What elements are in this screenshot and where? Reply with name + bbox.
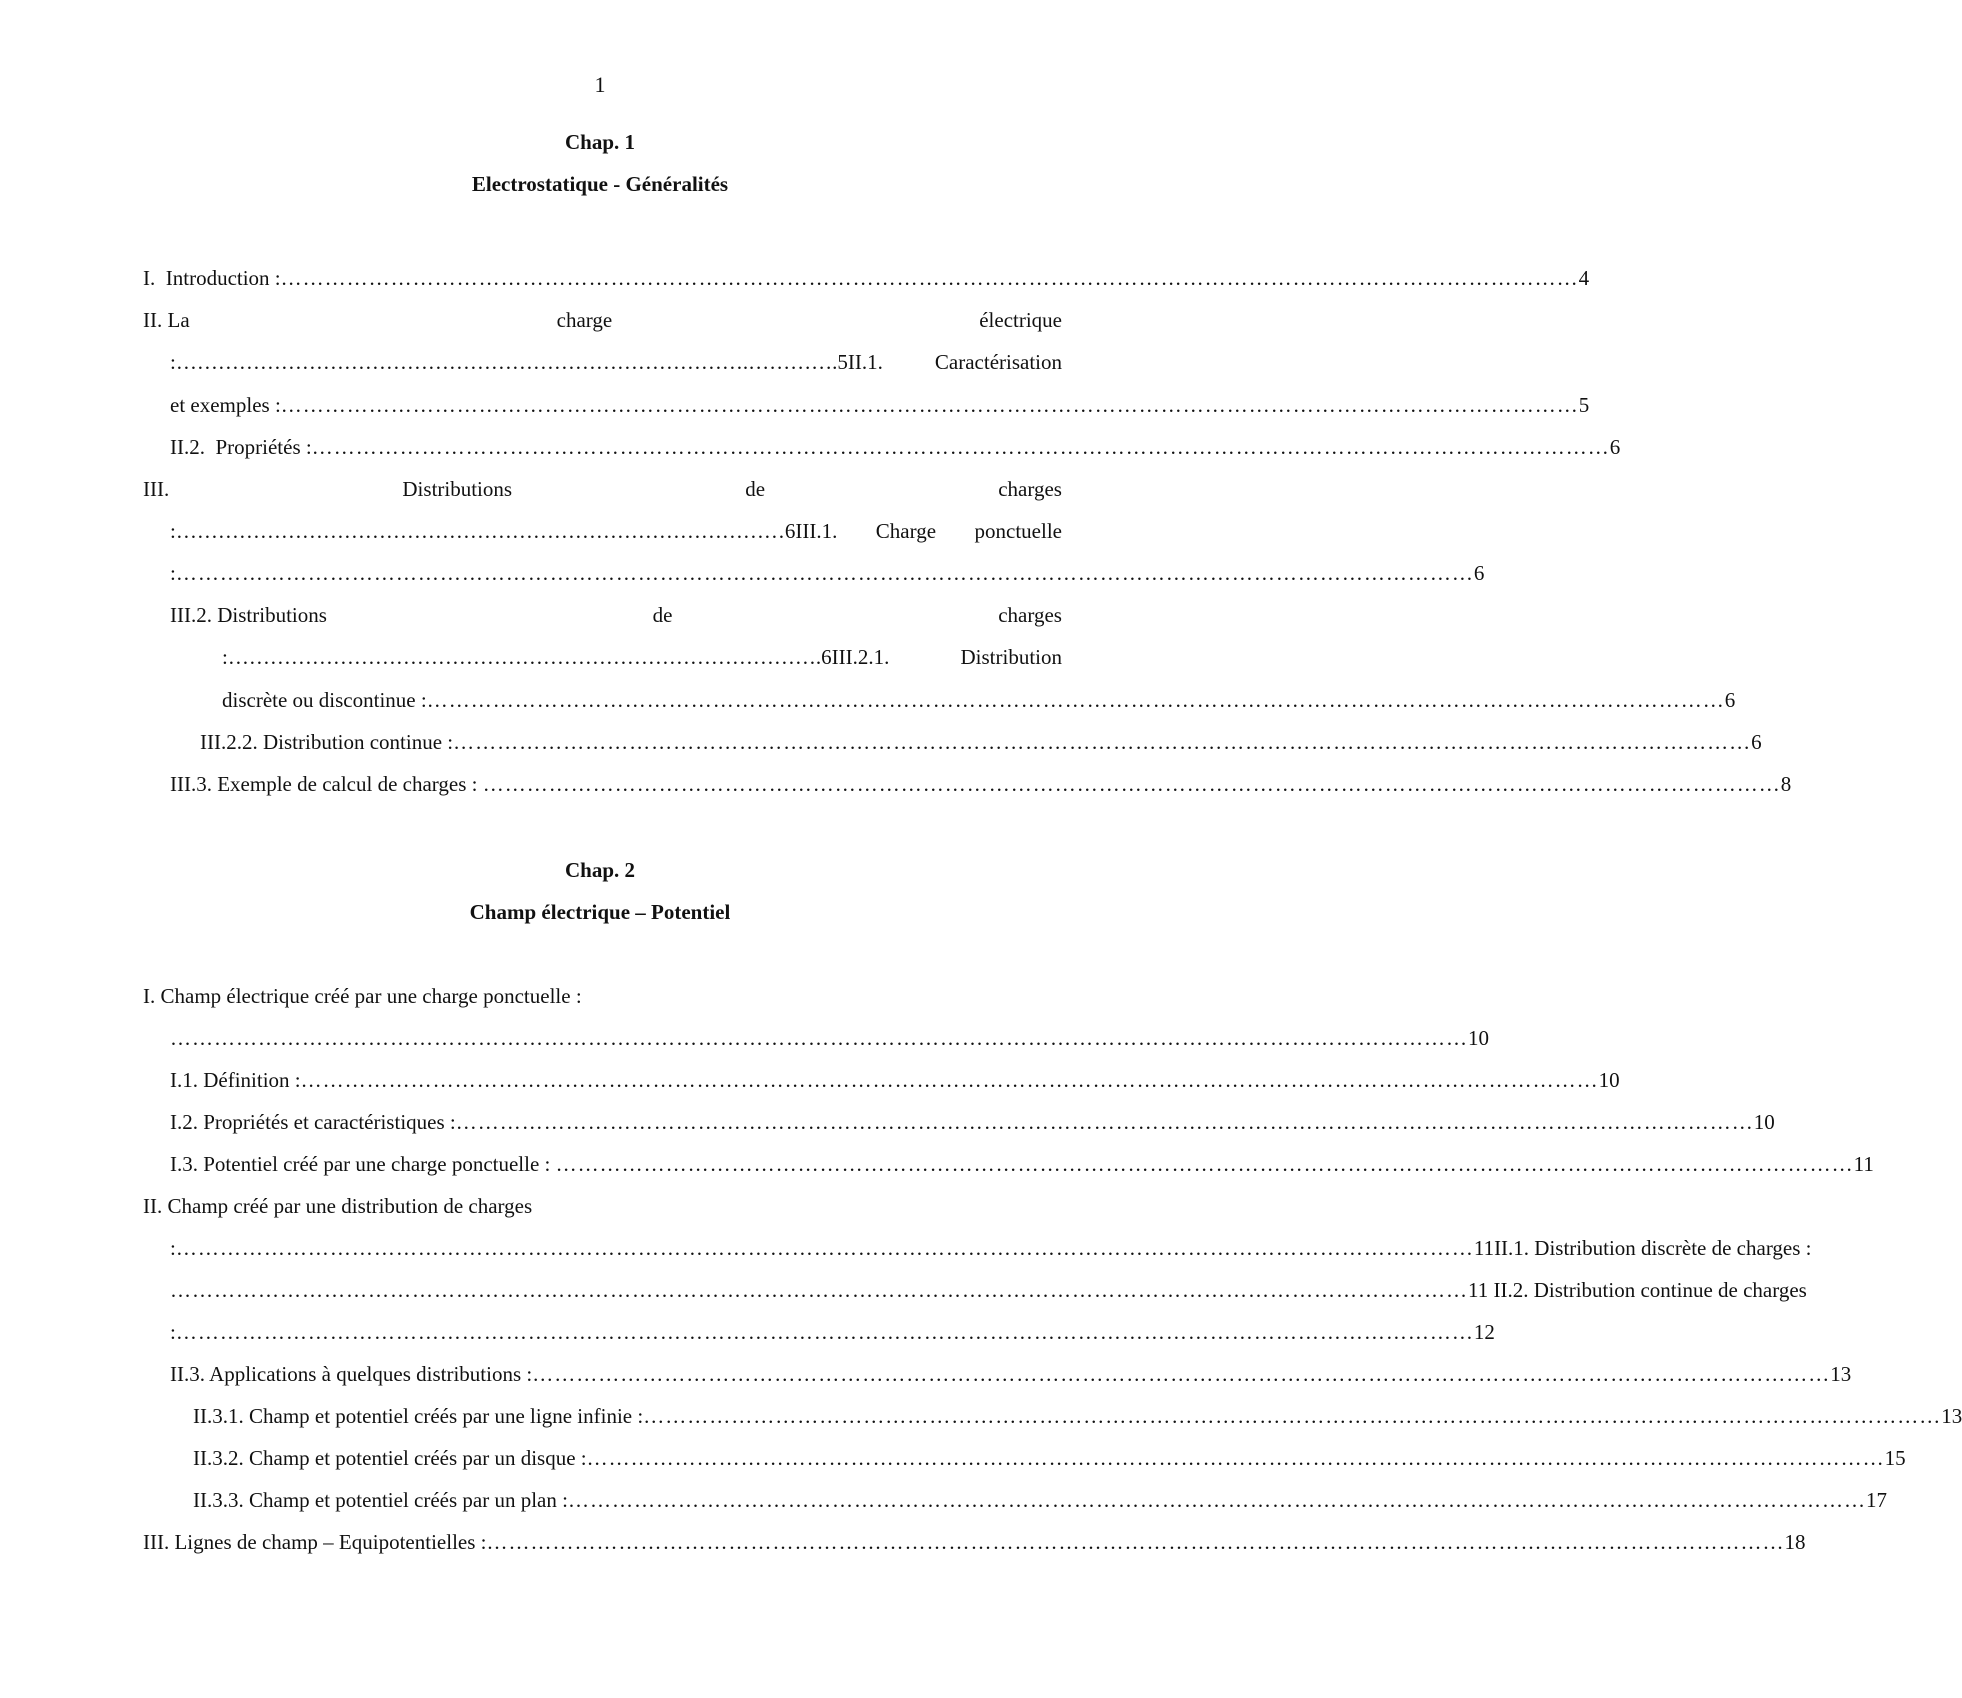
toc-dots: …………………………………………………………………………………………………………………………………………………………… xyxy=(175,561,1474,585)
toc-dots: …………………………………………………………………………………………………………………………………………………………… xyxy=(453,730,1752,754)
toc-word: de xyxy=(652,603,673,627)
toc-entry-label: et exemples : xyxy=(170,393,281,417)
toc-dots: …………………………………………………………………………………………………………………………………………………………… xyxy=(311,435,1610,459)
toc-dots: …………………………………………………………………………………………………………………………………………………………… xyxy=(280,393,1579,417)
chapter-1-label: Chap. 1 xyxy=(564,130,636,154)
toc-entry-page: 11 xyxy=(1853,1152,1874,1176)
toc-word: II. La xyxy=(143,308,190,332)
toc-dots: …………………………………………………………………………………………………………………………………………………………… xyxy=(482,772,1781,796)
toc-word: Caractérisation xyxy=(934,350,1062,374)
toc-entry[interactable] xyxy=(170,435,1621,459)
toc-entry[interactable] xyxy=(143,266,1590,290)
toc-word: de xyxy=(745,477,766,501)
toc-word: :………………………………………………………………………….6III.2.1. xyxy=(222,645,890,669)
toc-entry[interactable] xyxy=(143,477,1062,501)
toc-entry[interactable] xyxy=(222,688,1736,712)
chapter-2-subtitle: Champ électrique – Potentiel xyxy=(469,900,731,924)
toc-entry-page: 6 xyxy=(1473,561,1485,585)
toc-entry-page: 4 xyxy=(1578,266,1590,290)
toc-entry-page: 12 xyxy=(1473,1320,1495,1344)
toc-entry[interactable] xyxy=(170,603,1062,627)
toc-entry-label: II.2. Propriétés : xyxy=(170,435,312,459)
toc-entry-label: I. Introduction : xyxy=(143,266,281,290)
toc-entry[interactable] xyxy=(170,1236,1812,1260)
toc-entry-page: 15 xyxy=(1884,1446,1906,1470)
toc-entry[interactable] xyxy=(170,1068,1620,1092)
toc-entry-label: III.3. Exemple de calcul de charges : xyxy=(170,772,483,796)
toc-entry-label: II.3.3. Champ et potentiel créés par un plan : xyxy=(193,1488,568,1512)
toc-entry-page: 11 II.2. Distribution continue de charges xyxy=(1468,1278,1807,1302)
toc-entry-label: : xyxy=(170,1236,176,1260)
toc-dots: …………………………………………………………………………………………………………………………………………………………… xyxy=(532,1362,1831,1386)
toc-dots: …………………………………………………………………………………………………………………………………………………………… xyxy=(170,1278,1468,1302)
toc-entry[interactable] xyxy=(170,561,1485,585)
toc-dots: …………………………………………………………………………………………………………………………………………………………… xyxy=(300,1068,1599,1092)
toc-entry-label: : xyxy=(170,1320,176,1344)
toc-dots: …………………………………………………………………………………………………………………………………………………………… xyxy=(486,1530,1785,1554)
toc-entry[interactable] xyxy=(170,350,1062,374)
toc-entry-page: 10 xyxy=(1753,1110,1775,1134)
toc-entry[interactable] xyxy=(222,645,1062,669)
toc-entry-page: 8 xyxy=(1780,772,1792,796)
toc-dots: …………………………………………………………………………………………………………………………………………………………… xyxy=(555,1152,1854,1176)
toc-entry-page: 6 xyxy=(1724,688,1736,712)
toc-entry[interactable] xyxy=(170,393,1590,417)
toc-entry-page: 13 xyxy=(1830,1362,1852,1386)
toc-dots: …………………………………………………………………………………………………………………………………………………………… xyxy=(170,1026,1468,1050)
toc-dots: …………………………………………………………………………………………………………………………………………………………… xyxy=(426,688,1725,712)
toc-dots: …………………………………………………………………………………………………………………………………………………………… xyxy=(567,1488,1866,1512)
toc-entry-page: 5 xyxy=(1578,393,1590,417)
toc-entry-label: I.2. Propriétés et caractéristiques : xyxy=(170,1110,456,1134)
toc-entry[interactable] xyxy=(170,519,1062,543)
toc-word: Charge xyxy=(875,519,937,543)
page-number: 1 xyxy=(594,72,606,97)
toc-dots: …………………………………………………………………………………………………………………………………………………………… xyxy=(175,1236,1474,1260)
toc-entry-page: 13 xyxy=(1941,1404,1962,1428)
toc-word: charges xyxy=(998,603,1062,627)
toc-entry[interactable] xyxy=(170,1278,1807,1302)
toc-entry-label: III.2.2. Distribution continue : xyxy=(200,730,454,754)
toc-entry-page: 18 xyxy=(1784,1530,1806,1554)
toc-entry[interactable] xyxy=(143,308,1062,332)
toc-entry-page: 10 xyxy=(1598,1068,1620,1092)
toc-dots: …………………………………………………………………………………………………………………………………………………………… xyxy=(643,1404,1942,1428)
toc-word: III. xyxy=(143,477,170,501)
toc-word: :……………………………………………………………………….………….5II.1. xyxy=(170,350,883,374)
toc-entry-page: 10 xyxy=(1468,1026,1489,1050)
toc-entry-label: II.3. Applications à quelques distributions : xyxy=(170,1362,533,1386)
toc-entry[interactable] xyxy=(170,1026,1489,1050)
toc-entry-label: II.3.2. Champ et potentiel créés par un disque : xyxy=(193,1446,587,1470)
chapter-2-label: Chap. 2 xyxy=(564,858,636,882)
toc-word: électrique xyxy=(979,308,1062,332)
toc-entry[interactable] xyxy=(170,1152,1874,1176)
toc-entry[interactable] xyxy=(143,1530,1806,1554)
toc-entry-page: 17 xyxy=(1865,1488,1887,1512)
toc-entry-label: discrète ou discontinue : xyxy=(222,688,427,712)
toc-entry[interactable] xyxy=(193,1404,1962,1428)
toc-word: charge xyxy=(556,308,613,332)
toc-entry[interactable] xyxy=(193,1446,1906,1470)
toc-entry[interactable]: II. Champ créé par une distribution de charges xyxy=(143,1194,533,1218)
toc-dots: …………………………………………………………………………………………………………………………………………………………… xyxy=(586,1446,1885,1470)
toc-entry-label: I.1. Définition : xyxy=(170,1068,301,1092)
toc-entry[interactable]: I. Champ électrique créé par une charge ponctuelle : xyxy=(143,984,582,1008)
toc-entry[interactable] xyxy=(200,730,1762,754)
toc-entry-label: II.3.1. Champ et potentiel créés par une ligne infinie : xyxy=(193,1404,644,1428)
toc-entry-page: 6 xyxy=(1751,730,1762,754)
toc-dots: …………………………………………………………………………………………………………………………………………………………… xyxy=(455,1110,1754,1134)
toc-word: Distribution xyxy=(960,645,1062,669)
toc-word: ponctuelle xyxy=(974,519,1062,543)
toc-entry-label: : xyxy=(170,561,176,585)
toc-word: Distributions xyxy=(402,477,513,501)
toc-entry-page: 6 xyxy=(1609,435,1621,459)
chapter-1-subtitle: Electrostatique - Généralités xyxy=(471,172,729,196)
toc-dots: …………………………………………………………………………………………………………………………………………………………… xyxy=(280,266,1579,290)
toc-entry[interactable] xyxy=(170,1320,1495,1344)
toc-entry-label: III. Lignes de champ – Equipotentielles : xyxy=(143,1530,487,1554)
toc-word: :……………………………………………………………………………6III.1. xyxy=(170,519,838,543)
toc-entry-page: 11II.1. Distribution discrète de charges : xyxy=(1473,1236,1812,1260)
toc-entry[interactable] xyxy=(193,1488,1887,1512)
toc-entry-label: I.3. Potentiel créé par une charge ponctuelle : xyxy=(170,1152,556,1176)
toc-entry[interactable] xyxy=(170,1362,1852,1386)
toc-dots: …………………………………………………………………………………………………………………………………………………………… xyxy=(175,1320,1474,1344)
toc-word: charges xyxy=(998,477,1062,501)
toc-entry[interactable] xyxy=(170,772,1792,796)
toc-word: III.2. Distributions xyxy=(170,603,327,627)
toc-entry[interactable] xyxy=(170,1110,1775,1134)
